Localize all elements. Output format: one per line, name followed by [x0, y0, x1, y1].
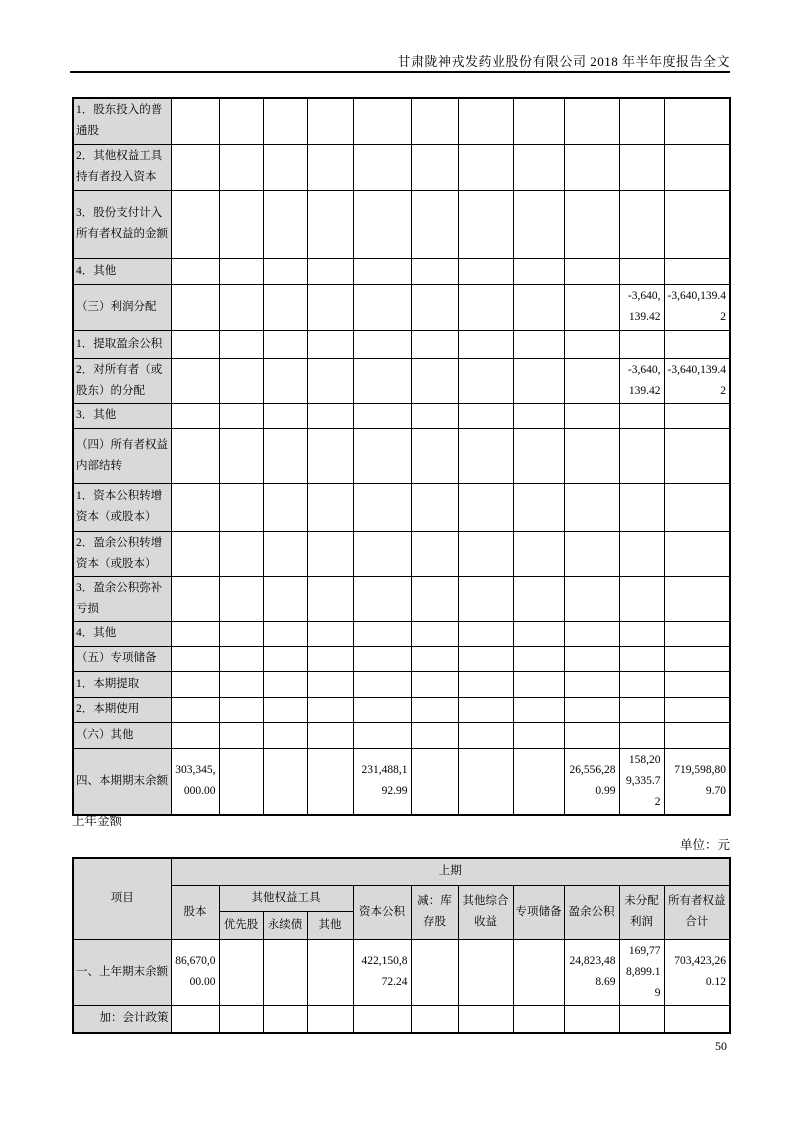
value-cell — [664, 621, 730, 646]
value-cell — [307, 722, 353, 748]
value-cell — [353, 697, 411, 722]
prior-period-table-body — [73, 939, 730, 1033]
value-cell — [513, 190, 564, 258]
value-cell — [411, 330, 458, 358]
value-cell — [263, 646, 307, 671]
value-cell — [564, 697, 619, 722]
value-cell — [411, 284, 458, 330]
value-cell — [619, 671, 664, 697]
value-cell — [219, 748, 263, 815]
value-cell — [458, 939, 513, 1005]
value-cell — [411, 98, 458, 144]
table-row — [73, 697, 730, 722]
value-cell — [171, 697, 219, 722]
value-cell — [263, 697, 307, 722]
value-cell — [664, 646, 730, 671]
value-cell — [353, 98, 411, 144]
period-group-header-cell: 上期 — [171, 858, 730, 885]
value-cell — [263, 144, 307, 190]
value-cell — [513, 98, 564, 144]
row-label-cell: （三）利润分配 — [73, 284, 171, 330]
row-label-cell: 加：会计政策 — [73, 1005, 171, 1033]
value-cell — [564, 576, 619, 621]
value-cell — [458, 1005, 513, 1033]
value-cell — [564, 483, 619, 531]
value-cell — [353, 428, 411, 483]
prior-period-table-head — [73, 858, 730, 939]
value-cell — [263, 358, 307, 403]
value-cell — [307, 144, 353, 190]
table-row — [73, 284, 730, 330]
value-cell — [619, 697, 664, 722]
value-cell — [307, 98, 353, 144]
value-cell: 169,778,899.19 — [619, 939, 664, 1005]
value-cell — [411, 646, 458, 671]
row-label-cell: 一、上年期末余额 — [73, 939, 171, 1005]
value-cell — [664, 722, 730, 748]
value-cell — [219, 576, 263, 621]
value-cell — [458, 428, 513, 483]
value-cell: 703,423,260.12 — [664, 939, 730, 1005]
table-row — [73, 330, 730, 358]
value-cell — [171, 258, 219, 284]
value-cell — [353, 722, 411, 748]
value-cell — [664, 330, 730, 358]
value-cell — [353, 403, 411, 428]
table-row — [73, 483, 730, 531]
table-row — [73, 403, 730, 428]
value-cell — [564, 621, 619, 646]
current-period-equity-table — [72, 97, 731, 816]
value-cell — [564, 190, 619, 258]
value-cell — [619, 722, 664, 748]
value-cell — [353, 646, 411, 671]
value-cell: 86,670,000.00 — [171, 939, 219, 1005]
value-cell — [307, 697, 353, 722]
value-cell: 719,598,809.70 — [664, 748, 730, 815]
value-cell — [219, 939, 263, 1005]
value-cell — [458, 330, 513, 358]
value-cell — [619, 531, 664, 576]
value-cell — [219, 284, 263, 330]
value-cell — [171, 621, 219, 646]
value-cell — [353, 330, 411, 358]
value-cell — [513, 531, 564, 576]
value-cell — [664, 483, 730, 531]
value-cell — [619, 258, 664, 284]
header-divider — [70, 71, 730, 73]
value-cell — [307, 358, 353, 403]
value-cell — [171, 98, 219, 144]
value-cell — [619, 330, 664, 358]
value-cell — [564, 358, 619, 403]
value-cell — [411, 697, 458, 722]
value-cell — [619, 1005, 664, 1033]
value-cell — [307, 671, 353, 697]
value-cell — [458, 403, 513, 428]
table-row — [73, 531, 730, 576]
value-cell — [619, 646, 664, 671]
value-cell — [263, 671, 307, 697]
value-cell: 231,488,192.99 — [353, 748, 411, 815]
value-cell — [307, 403, 353, 428]
page-number: 50 — [715, 1039, 727, 1053]
value-cell — [619, 98, 664, 144]
value-cell — [513, 144, 564, 190]
value-cell — [513, 722, 564, 748]
value-cell — [263, 576, 307, 621]
value-cell — [171, 1005, 219, 1033]
value-cell — [171, 483, 219, 531]
value-cell — [513, 284, 564, 330]
page-header-title: 甘肃陇神戎发药业股份有限公司 2018 年半年度报告全文 — [397, 54, 730, 69]
current-period-table-body — [73, 98, 730, 815]
value-cell: 303,345,000.00 — [171, 748, 219, 815]
value-cell — [353, 576, 411, 621]
col-header-undistributed-profit: 未分配利润 — [619, 885, 664, 939]
value-cell — [513, 428, 564, 483]
value-cell — [219, 621, 263, 646]
value-cell — [171, 576, 219, 621]
value-cell — [564, 428, 619, 483]
value-cell — [458, 358, 513, 403]
value-cell — [564, 258, 619, 284]
row-label-cell: 四、本期期末余额 — [73, 748, 171, 815]
row-label-cell: 3．其他 — [73, 403, 171, 428]
value-cell — [307, 939, 353, 1005]
value-cell — [263, 1005, 307, 1033]
value-cell — [458, 258, 513, 284]
value-cell — [458, 697, 513, 722]
table-row — [73, 428, 730, 483]
value-cell — [619, 403, 664, 428]
value-cell — [307, 576, 353, 621]
value-cell — [307, 428, 353, 483]
value-cell — [664, 697, 730, 722]
row-label-cell: 1．提取盈余公积 — [73, 330, 171, 358]
value-cell — [619, 144, 664, 190]
value-cell: -3,640,139.42 — [664, 358, 730, 403]
value-cell — [513, 330, 564, 358]
row-label-cell: 2．其他权益工具持有者投入资本 — [73, 144, 171, 190]
col-header-less-treasury-shares: 减：库存股 — [411, 885, 458, 939]
value-cell — [353, 531, 411, 576]
col-header-share-capital: 股本 — [171, 885, 219, 939]
col-header-total-owners-equity: 所有者权益合计 — [664, 885, 730, 939]
value-cell — [307, 1005, 353, 1033]
value-cell — [664, 576, 730, 621]
value-cell — [564, 284, 619, 330]
value-cell — [307, 531, 353, 576]
row-label-cell: （六）其他 — [73, 722, 171, 748]
value-cell — [263, 330, 307, 358]
value-cell — [263, 483, 307, 531]
value-cell — [263, 621, 307, 646]
subcol-header-perpetual-bonds: 永续债 — [263, 911, 307, 939]
value-cell — [219, 1005, 263, 1033]
col-header-capital-reserve: 资本公积 — [353, 885, 411, 939]
row-label-cell: 3．盈余公积弥补亏损 — [73, 576, 171, 621]
value-cell — [307, 258, 353, 284]
value-cell — [411, 748, 458, 815]
value-cell — [564, 1005, 619, 1033]
value-cell — [171, 190, 219, 258]
value-cell — [171, 358, 219, 403]
value-cell — [664, 190, 730, 258]
value-cell — [458, 576, 513, 621]
value-cell — [353, 621, 411, 646]
value-cell — [411, 144, 458, 190]
value-cell — [411, 190, 458, 258]
value-cell — [263, 98, 307, 144]
value-cell — [664, 258, 730, 284]
value-cell — [411, 939, 458, 1005]
prior-period-equity-table — [72, 857, 731, 1034]
value-cell — [513, 646, 564, 671]
value-cell — [219, 190, 263, 258]
subcol-header-other: 其他 — [307, 911, 353, 939]
value-cell — [458, 144, 513, 190]
value-cell — [353, 258, 411, 284]
value-cell — [411, 358, 458, 403]
value-cell — [664, 144, 730, 190]
value-cell — [411, 722, 458, 748]
value-cell — [664, 671, 730, 697]
value-cell — [458, 190, 513, 258]
col-header-other-equity-instruments: 其他权益工具 — [219, 885, 353, 911]
value-cell — [564, 646, 619, 671]
table-row — [73, 98, 730, 144]
value-cell — [263, 722, 307, 748]
value-cell — [564, 98, 619, 144]
value-cell — [513, 671, 564, 697]
row-label-cell: 1．本期提取 — [73, 671, 171, 697]
value-cell — [619, 190, 664, 258]
row-label-cell: （五）专项储备 — [73, 646, 171, 671]
value-cell — [307, 190, 353, 258]
value-cell — [664, 98, 730, 144]
value-cell — [307, 483, 353, 531]
value-cell — [263, 428, 307, 483]
value-cell — [513, 258, 564, 284]
value-cell — [171, 428, 219, 483]
value-cell — [263, 190, 307, 258]
row-label-cell: 4．其他 — [73, 621, 171, 646]
value-cell — [411, 483, 458, 531]
row-label-cell: 2．对所有者（或股东）的分配 — [73, 358, 171, 403]
row-label-cell: 2．盈余公积转增资本（或股本） — [73, 531, 171, 576]
value-cell — [564, 531, 619, 576]
value-cell — [353, 671, 411, 697]
value-cell — [564, 403, 619, 428]
table-row — [73, 748, 730, 815]
value-cell — [219, 258, 263, 284]
value-cell — [353, 483, 411, 531]
value-cell — [664, 1005, 730, 1033]
value-cell — [458, 483, 513, 531]
value-cell — [458, 722, 513, 748]
value-cell — [411, 258, 458, 284]
table-row — [73, 258, 730, 284]
value-cell: -3,640,139.42 — [664, 284, 730, 330]
value-cell — [171, 284, 219, 330]
value-cell — [411, 531, 458, 576]
table-row — [73, 576, 730, 621]
table-header-row — [73, 858, 730, 885]
row-label-cell: 3．股份支付计入所有者权益的金额 — [73, 190, 171, 258]
prior-year-section-label: 上年金额 — [72, 814, 123, 828]
value-cell — [458, 284, 513, 330]
table-row — [73, 671, 730, 697]
value-cell — [564, 722, 619, 748]
value-cell — [513, 748, 564, 815]
col-header-special-reserve: 专项储备 — [513, 885, 564, 939]
value-cell — [619, 576, 664, 621]
value-cell — [263, 284, 307, 330]
table-row — [73, 1005, 730, 1033]
value-cell — [219, 646, 263, 671]
value-cell — [263, 403, 307, 428]
value-cell — [458, 621, 513, 646]
value-cell — [513, 483, 564, 531]
value-cell — [263, 939, 307, 1005]
corner-header-cell: 项目 — [73, 858, 171, 939]
value-cell — [307, 646, 353, 671]
value-cell — [219, 722, 263, 748]
value-cell — [263, 258, 307, 284]
value-cell — [411, 576, 458, 621]
value-cell — [171, 531, 219, 576]
table-row — [73, 190, 730, 258]
value-cell — [219, 98, 263, 144]
value-cell — [307, 748, 353, 815]
value-cell — [353, 190, 411, 258]
value-cell: 26,556,280.99 — [564, 748, 619, 815]
value-cell — [219, 403, 263, 428]
value-cell — [458, 646, 513, 671]
table-row — [73, 358, 730, 403]
value-cell — [263, 748, 307, 815]
value-cell — [458, 531, 513, 576]
value-cell — [171, 671, 219, 697]
value-cell — [171, 722, 219, 748]
unit-label: 单位：元 — [679, 838, 730, 852]
value-cell — [513, 1005, 564, 1033]
value-cell: -3,640,139.42 — [619, 284, 664, 330]
value-cell — [458, 98, 513, 144]
table-row — [73, 939, 730, 1005]
value-cell — [219, 697, 263, 722]
table-row — [73, 722, 730, 748]
table-row — [73, 646, 730, 671]
value-cell — [513, 939, 564, 1005]
value-cell — [307, 284, 353, 330]
value-cell — [411, 621, 458, 646]
value-cell — [171, 403, 219, 428]
value-cell — [564, 330, 619, 358]
row-label-cell: 1．资本公积转增资本（或股本） — [73, 483, 171, 531]
value-cell — [411, 1005, 458, 1033]
value-cell — [307, 330, 353, 358]
value-cell — [171, 330, 219, 358]
value-cell — [664, 531, 730, 576]
value-cell — [513, 358, 564, 403]
value-cell: 422,150,872.24 — [353, 939, 411, 1005]
value-cell — [219, 330, 263, 358]
value-cell — [219, 358, 263, 403]
value-cell — [411, 428, 458, 483]
value-cell — [219, 144, 263, 190]
table-header-row — [73, 885, 730, 911]
value-cell — [171, 646, 219, 671]
value-cell — [219, 531, 263, 576]
value-cell — [219, 483, 263, 531]
value-cell: -3,640,139.42 — [619, 358, 664, 403]
value-cell — [353, 1005, 411, 1033]
value-cell — [219, 428, 263, 483]
value-cell — [458, 671, 513, 697]
value-cell — [411, 671, 458, 697]
value-cell — [664, 428, 730, 483]
value-cell — [353, 358, 411, 403]
value-cell — [263, 531, 307, 576]
subcol-header-preferred-shares: 优先股 — [219, 911, 263, 939]
row-label-cell: 2．本期使用 — [73, 697, 171, 722]
value-cell — [513, 576, 564, 621]
value-cell — [619, 428, 664, 483]
col-header-surplus-reserve: 盈余公积 — [564, 885, 619, 939]
value-cell — [619, 621, 664, 646]
value-cell — [307, 621, 353, 646]
table-row — [73, 621, 730, 646]
value-cell — [353, 144, 411, 190]
value-cell — [513, 697, 564, 722]
value-cell — [458, 748, 513, 815]
row-label-cell: 1．股东投入的普通股 — [73, 98, 171, 144]
value-cell — [513, 403, 564, 428]
col-header-other-comprehensive-income: 其他综合收益 — [458, 885, 513, 939]
value-cell — [171, 144, 219, 190]
value-cell — [664, 403, 730, 428]
value-cell: 158,209,335.72 — [619, 748, 664, 815]
value-cell — [564, 671, 619, 697]
value-cell — [619, 483, 664, 531]
value-cell — [219, 671, 263, 697]
value-cell: 24,823,488.69 — [564, 939, 619, 1005]
value-cell — [564, 144, 619, 190]
value-cell — [513, 621, 564, 646]
row-label-cell: 4．其他 — [73, 258, 171, 284]
value-cell — [411, 403, 458, 428]
value-cell — [353, 284, 411, 330]
table-row — [73, 144, 730, 190]
row-label-cell: （四）所有者权益内部结转 — [73, 428, 171, 483]
